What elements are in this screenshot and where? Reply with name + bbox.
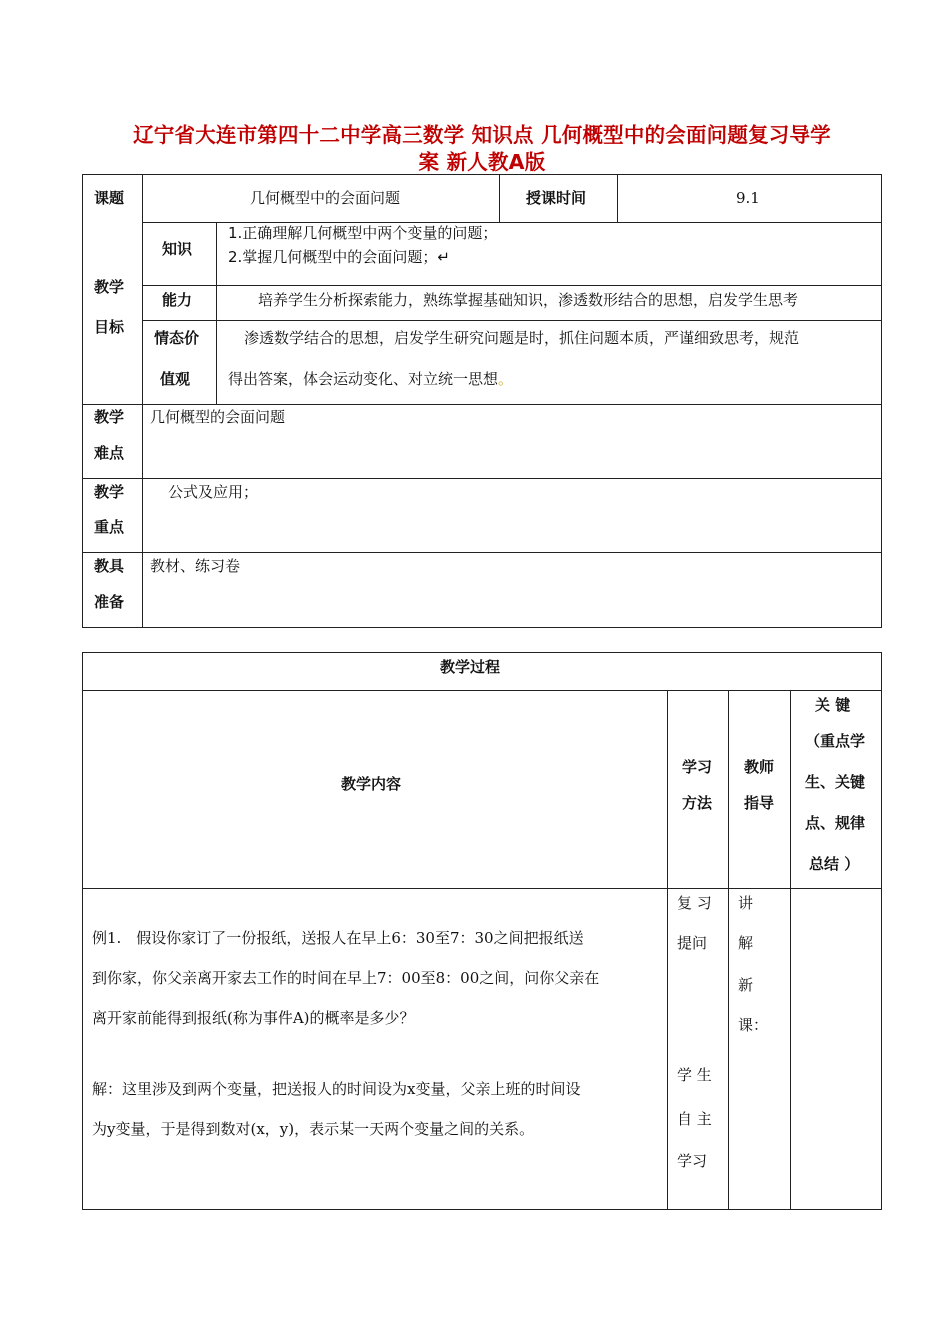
- method-line-4: 自 主: [677, 1110, 712, 1128]
- method-line-2: 提问: [677, 934, 708, 952]
- example-line-3: 离开家前能得到报纸(称为事件A)的概率是多少？: [92, 1009, 415, 1027]
- col-key-line-5: 总结 ）: [809, 855, 860, 873]
- col-teacher-header-2: 指导: [744, 794, 775, 812]
- method-line-3: 学 生: [677, 1066, 712, 1084]
- ability-text: 培养学生分析探索能力，熟练掌握基础知识，渗透数形结合的思想，启发学生思考: [258, 291, 799, 309]
- solution-line-2: 为y变量，于是得到数对(x，y)，表示某一天两个变量之间的关系。: [92, 1120, 535, 1138]
- knowledge-label: 知识: [162, 240, 193, 258]
- process-header: 教学过程: [440, 658, 501, 676]
- difficulty-label-1: 教学: [94, 408, 125, 426]
- teacher-line-2: 解: [738, 934, 754, 952]
- col-key-line-2: （重点学: [805, 732, 866, 750]
- method-line-1: 复 习: [677, 894, 712, 912]
- method-line-5: 学习: [677, 1152, 708, 1170]
- col-key-line-1: 关 键: [815, 696, 851, 714]
- emotion-label-1: 情态价: [154, 329, 200, 347]
- document-title: [82, 122, 882, 176]
- key-text: 公式及应用；: [168, 483, 259, 501]
- emotion-label-2: 值观: [160, 370, 191, 388]
- example-line-1: 例1. 假设你家订了一份报纸，送报人在早上6：30至7：30之间把报纸送: [92, 929, 584, 947]
- col-method-header-1: 学习: [682, 758, 713, 776]
- topic-label: 课题: [94, 189, 125, 207]
- col-content-header: 教学内容: [341, 775, 402, 793]
- topic-value: 几何概型中的会面问题: [250, 189, 401, 207]
- time-label: 授课时间: [526, 189, 587, 207]
- col-key-line-3: 生、关键: [805, 773, 866, 791]
- title-line-2: 案 新人教A版: [418, 150, 546, 174]
- difficulty-text: 几何概型的会面问题: [150, 408, 286, 426]
- key-label-1: 教学: [94, 483, 125, 501]
- col-teacher-header-1: 教师: [744, 758, 775, 776]
- difficulty-label-2: 难点: [94, 444, 125, 462]
- objectives-label-1: 教学: [94, 278, 125, 296]
- tools-text: 教材、练习卷: [150, 557, 241, 575]
- emotion-line-1: 渗透数学结合的思想，启发学生研究问题是时，抓住问题本质，严谨细致思考，规范: [244, 329, 800, 347]
- key-label-2: 重点: [94, 518, 125, 536]
- time-value: 9.1: [736, 189, 760, 207]
- teacher-line-4: 课：: [738, 1016, 769, 1034]
- col-method-header-2: 方法: [682, 794, 713, 812]
- teacher-line-3: 新: [738, 976, 754, 994]
- title-line-1: 辽宁省大连市第四十二中学高三数学 知识点 几何概型中的会面问题复习导学: [133, 123, 831, 147]
- example-line-2: 到你家，你父亲离开家去工作的时间在早上7：00至8：00之间，问你父亲在: [92, 969, 600, 987]
- objectives-label-2: 目标: [94, 318, 125, 336]
- tools-label-2: 准备: [94, 593, 125, 611]
- teacher-line-1: 讲: [738, 894, 754, 912]
- knowledge-line-2: 2.掌握几何概型中的会面问题；↵: [228, 248, 450, 266]
- col-key-line-4: 点、规律: [805, 814, 866, 832]
- emotion-line-2: 得出答案，体会运动变化、对立统一思想。: [228, 370, 514, 388]
- tools-label-1: 教具: [94, 557, 125, 575]
- solution-line-1: 解：这里涉及到两个变量，把送报人的时间设为x变量，父亲上班的时间设: [92, 1080, 581, 1098]
- knowledge-line-1: 1.正确理解几何概型中两个变量的问题；: [228, 224, 498, 242]
- ability-label: 能力: [162, 291, 193, 309]
